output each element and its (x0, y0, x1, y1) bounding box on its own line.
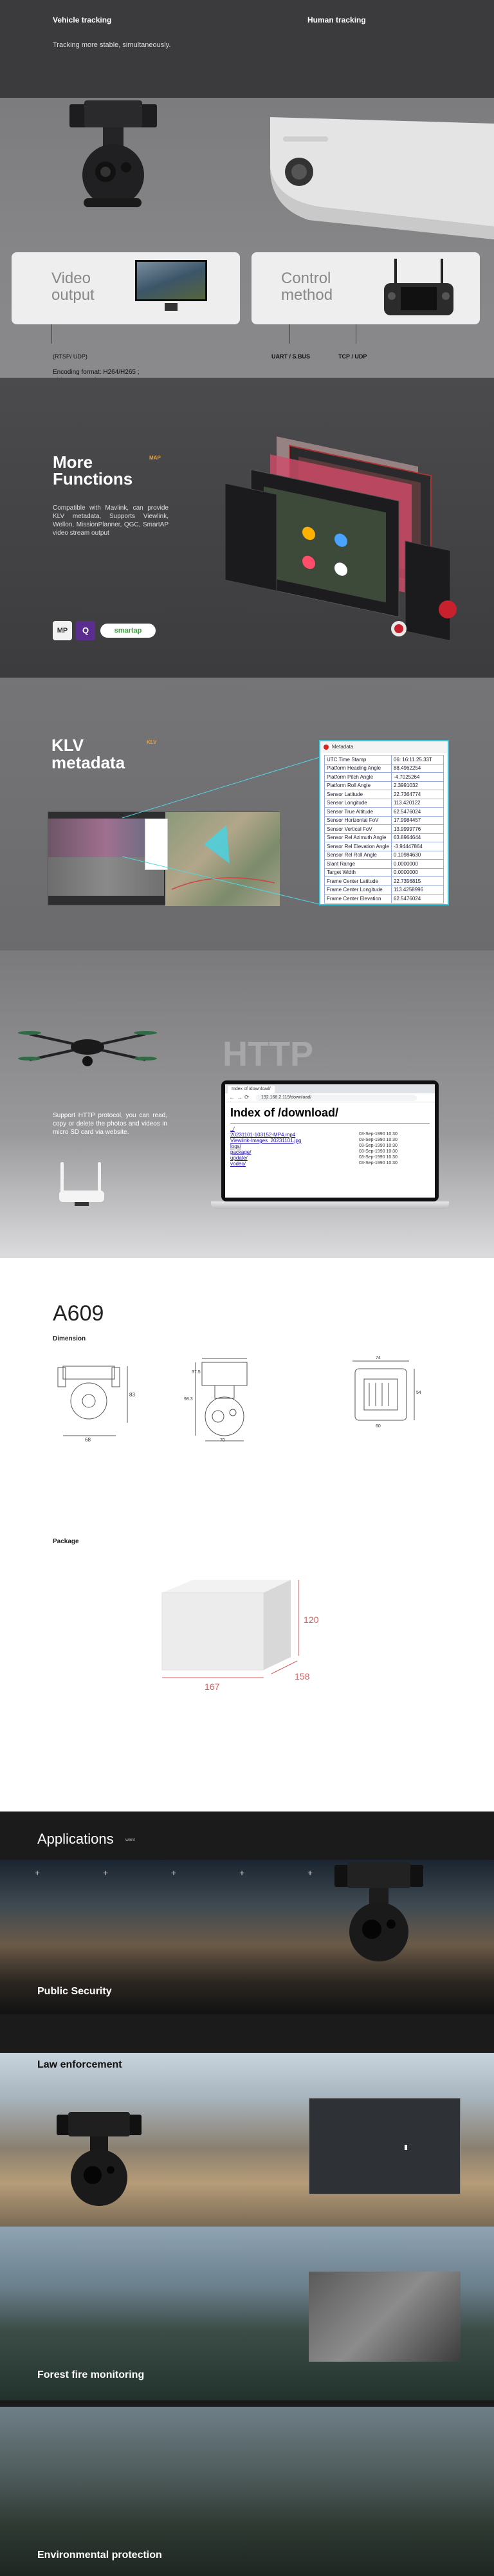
metadata-key: Sensor Horizontal FoV (325, 816, 392, 825)
metadata-value: 22.7356815 (391, 877, 443, 886)
side-top-dim: 37.5 (192, 1370, 201, 1375)
metadata-key: Frame Center Latitude (325, 877, 392, 886)
box-width-dim: 167 (205, 1682, 220, 1692)
model-title: A609 (53, 1301, 104, 1326)
front-height-dim: 83 (129, 1392, 135, 1398)
functions-title-line2: Functions (53, 469, 133, 488)
video-title-line1: Video (51, 270, 91, 287)
metadata-key: Frame Center Elevation (325, 894, 392, 903)
functions-badge: MAP (149, 455, 161, 461)
applications-section (0, 1812, 494, 2576)
front-view-drawing (51, 1361, 135, 1445)
metadata-value: 0.0000000 (391, 868, 443, 877)
metadata-row (325, 808, 444, 817)
metadata-value: 0.10984630 (391, 851, 443, 860)
top-side-dim: 54 (416, 1391, 421, 1395)
law-enforcement-label: Law enforcement (37, 2059, 122, 2070)
metadata-window-titlebar (320, 741, 448, 753)
video-output-panel (12, 252, 240, 324)
crosshair-icon: + (239, 1867, 245, 1878)
browser-content (225, 1102, 435, 1171)
metadata-window (319, 740, 449, 905)
box-depth-dim: 158 (295, 1671, 310, 1682)
metadata-key: Sensor Rel Azimuth Angle (325, 833, 392, 842)
http-description: Support HTTP protocol, you can read, copy or delete the photos and videos in micro SD card via website. (53, 1112, 167, 1136)
side-bottom-dim: 70 (220, 1438, 225, 1443)
protocol-note: (RTSP/ UDP) (53, 353, 87, 360)
klv-title-line1: KLV (51, 736, 84, 755)
functions-description: Compatible with Mavlink, can provide KLV metadata, Supports Viewlink, Wellon, MissionPlanner, QGC, SmartAP video stream output (53, 505, 169, 537)
dimension-label: Dimension (53, 1335, 86, 1342)
file-link[interactable]: update/ (230, 1155, 248, 1161)
metadata-row (325, 790, 444, 799)
divider-line (289, 324, 290, 344)
file-date: 03-Sep-1990 10:30 (359, 1161, 398, 1165)
video-title-line2: output (51, 286, 95, 304)
monitor-icon (135, 260, 207, 301)
divider-line (51, 324, 52, 344)
top-view-drawing (341, 1355, 425, 1438)
gimbal-camera-image (51, 2111, 148, 2230)
metadata-value: 113.4258996 (391, 885, 443, 894)
file-names-column (230, 1126, 359, 1167)
browser-window (225, 1084, 435, 1198)
metadata-value: 0.0000000 (391, 860, 443, 869)
metadata-key: Sensor Longitude (325, 799, 392, 808)
klv-badge: KLV (147, 739, 157, 745)
metadata-value: 17.9984457 (391, 816, 443, 825)
metadata-row (325, 781, 444, 790)
file-date: 03-Sep-1990 10:30 (359, 1144, 398, 1148)
metadata-key: Slant Range (325, 860, 392, 869)
metadata-value: -4.7025264 (391, 773, 443, 782)
browser-tab[interactable]: Index of /download/ (228, 1086, 275, 1093)
human-tracking-title: Human tracking (307, 15, 366, 24)
output-section (0, 98, 494, 378)
metadata-value: 06: 16:11.25.33T (391, 755, 443, 764)
metadata-key: Target Width (325, 868, 392, 877)
environmental-photo (0, 2407, 494, 2576)
metadata-row (325, 799, 444, 808)
side-view-drawing (183, 1355, 266, 1445)
functions-section (0, 378, 494, 678)
package-label: Package (53, 1538, 79, 1545)
metadata-row (325, 833, 444, 842)
public-security-label: Public Security (37, 1986, 112, 1997)
uart-label: UART / S.BUS (271, 353, 311, 360)
thermal-inset (309, 2098, 461, 2194)
metadata-row (325, 894, 444, 903)
remote-controller-icon (380, 257, 457, 325)
metadata-key: Sensor True Altitude (325, 808, 392, 817)
metadata-value: 22.7364774 (391, 790, 443, 799)
crosshair-icon: + (171, 1867, 177, 1878)
page-heading: Index of /download/ (230, 1106, 338, 1119)
forest-thermal-inset (309, 2272, 461, 2362)
video-output-title (51, 270, 95, 304)
qgc-logo: Q (76, 621, 95, 640)
public-security-photo (0, 1860, 494, 2014)
klv-title (51, 737, 125, 772)
tracking-subtitle: Tracking more stable, simultaneously. (53, 41, 171, 49)
file-date: 03-Sep-1990 10:30 (359, 1132, 398, 1136)
encoding-line1: Encoding format: H264/H265 ; (53, 369, 140, 376)
functions-title (53, 454, 133, 487)
environmental-label: Environmental protection (37, 2550, 162, 2561)
file-link[interactable]: vodeo/ (230, 1161, 246, 1167)
smartap-logo: smartap (100, 624, 156, 638)
control-method-panel (252, 252, 480, 324)
functions-title-line1: More (53, 452, 93, 472)
http-watermark: HTTP (223, 1035, 313, 1073)
metadata-value: -3.94447864 (391, 842, 443, 851)
file-date: 03-Sep-1990 10:30 (359, 1138, 398, 1142)
crosshair-icon: + (103, 1867, 109, 1878)
zoom-connector (116, 754, 322, 908)
file-link[interactable]: Viewlink-Images_20231101.jpg (230, 1138, 302, 1144)
browser-tabbar (225, 1084, 435, 1093)
metadata-row (325, 885, 444, 894)
metadata-value: 63.8964644 (391, 833, 443, 842)
laptop-base (211, 1201, 449, 1209)
vehicle-tracking-title: Vehicle tracking (53, 15, 112, 24)
http-section (0, 950, 494, 1258)
thermal-target (405, 2145, 407, 2150)
control-title-line1: Control (281, 270, 331, 287)
metadata-key: Platform Heading Angle (325, 764, 392, 773)
front-width-dim: 68 (85, 1437, 91, 1443)
metadata-row (325, 773, 444, 782)
metadata-key: Frame Center Longitude (325, 885, 392, 894)
file-meta-column (359, 1126, 398, 1167)
router-image (57, 1160, 108, 1214)
metadata-window-title: Metadata (332, 744, 354, 750)
metadata-row (325, 868, 444, 877)
metadata-key: Sensor Rel Roll Angle (325, 851, 392, 860)
gimbal-camera-image (328, 1860, 431, 1992)
product-section (0, 1258, 494, 1812)
law-enforcement-photo (0, 2053, 494, 2227)
gimbal-camera-image (55, 98, 171, 239)
forest-fire-label: Forest fire monitoring (37, 2369, 145, 2380)
housing-camera-image (232, 98, 494, 239)
metadata-row (325, 877, 444, 886)
file-date (359, 1126, 398, 1132)
software-screens-image (212, 416, 463, 651)
metadata-value: 2.3991032 (391, 781, 443, 790)
applications-title: Applications (37, 1831, 114, 1847)
file-link[interactable]: package/ (230, 1149, 252, 1155)
metadata-row (325, 860, 444, 869)
file-date: 03-Sep-1990 10:30 (359, 1149, 398, 1154)
metadata-row (325, 842, 444, 851)
metadata-value: 88.4962254 (391, 764, 443, 773)
metadata-key: Sensor Latitude (325, 790, 392, 799)
file-link[interactable]: logs/ (230, 1144, 241, 1149)
control-method-title (281, 270, 333, 304)
address-bar[interactable]: 192.168.2.119/download/ (256, 1095, 417, 1101)
monitor-stand-icon (165, 303, 178, 311)
metadata-row (325, 851, 444, 860)
file-link[interactable]: 20231101-103152-MP4.mp4 (230, 1132, 296, 1138)
metadata-key: UTC Time Stamp (325, 755, 392, 764)
tcp-label: TCP / UDP (338, 353, 367, 360)
drone-image (17, 1015, 158, 1082)
package-box-image (154, 1580, 360, 1709)
laptop-screen (221, 1080, 439, 1201)
file-date: 03-Sep-1990 10:30 (359, 1155, 398, 1160)
box-height-dim: 120 (304, 1615, 319, 1625)
top-width2-dim: 60 (376, 1424, 381, 1429)
browser-toolbar (225, 1093, 435, 1102)
control-title-line2: method (281, 286, 333, 304)
crosshair-icon: + (35, 1867, 41, 1878)
metadata-key: Sensor Vertical FoV (325, 825, 392, 834)
tracking-section (0, 0, 494, 98)
metadata-row (325, 825, 444, 834)
file-link[interactable]: ../ (230, 1126, 235, 1132)
app-icon (324, 745, 329, 750)
side-height-dim: 98.3 (184, 1397, 193, 1402)
metadata-key: Platform Pitch Angle (325, 773, 392, 782)
crosshair-icon: + (307, 1867, 313, 1878)
metadata-row (325, 764, 444, 773)
mp-logo: MP (53, 621, 72, 640)
metadata-value: 62.5476024 (391, 894, 443, 903)
metadata-value: 62.5476024 (391, 808, 443, 817)
klv-title-line2: metadata (51, 753, 125, 772)
metadata-value: 13.9999776 (391, 825, 443, 834)
top-width-dim: 74 (376, 1356, 381, 1360)
metadata-key: Sensor Rel Elevation Angle (325, 842, 392, 851)
back-icon[interactable]: ← (229, 1094, 235, 1100)
metadata-value: 113.420122 (391, 799, 443, 808)
forest-fire-photo (0, 2227, 494, 2400)
file-listing (230, 1126, 430, 1167)
applications-title-suffix: want (125, 1838, 135, 1842)
forward-icon[interactable]: → (237, 1094, 242, 1100)
reload-icon[interactable]: ⟳ (244, 1094, 250, 1100)
metadata-table (324, 755, 444, 903)
metadata-row (325, 816, 444, 825)
heading-divider (230, 1123, 430, 1124)
klv-section (0, 678, 494, 950)
metadata-key: Platform Roll Angle (325, 781, 392, 790)
metadata-row (325, 755, 444, 764)
